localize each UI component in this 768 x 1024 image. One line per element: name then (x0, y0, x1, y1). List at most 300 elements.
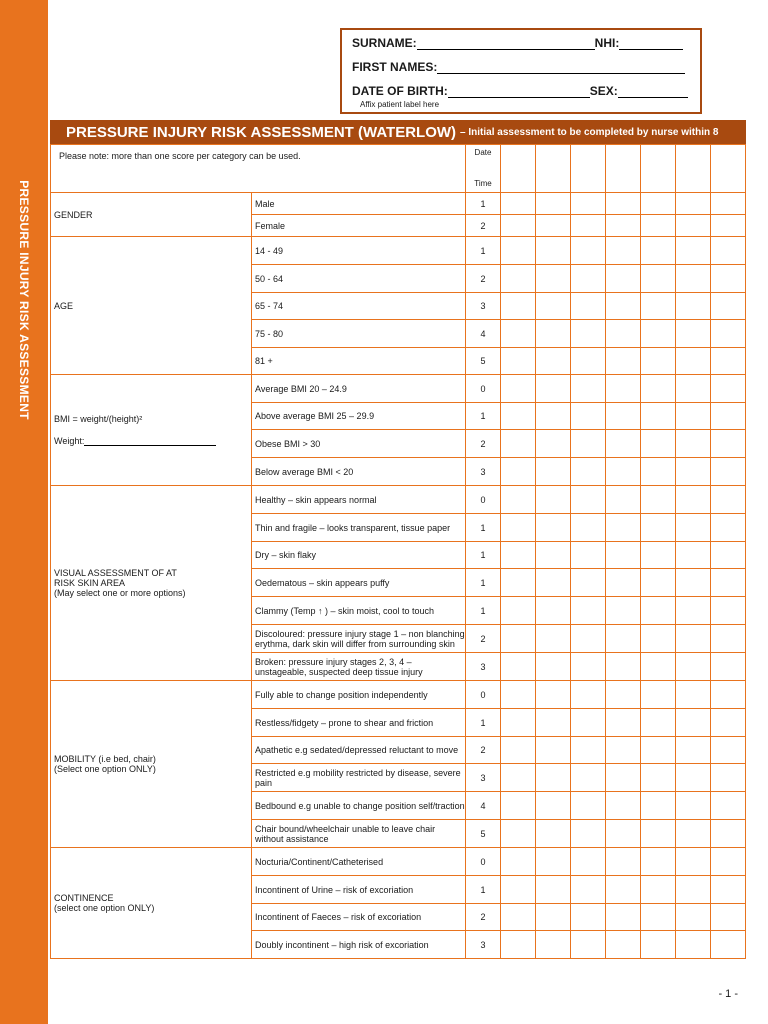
option-score: 0 (466, 848, 501, 876)
score-entry-cell[interactable] (676, 514, 711, 542)
score-entry-cell[interactable] (606, 792, 641, 820)
option-text: Discoloured: pressure injury stage 1 – non blanching erythma, dark skin will differ from surrounding skin (252, 625, 466, 653)
table-row (51, 681, 746, 709)
score-entry-cell[interactable] (536, 514, 571, 542)
score-entry-cell[interactable] (711, 848, 746, 876)
option-text: 50 - 64 (252, 265, 466, 293)
score-entry-cell[interactable] (501, 820, 536, 848)
score-entry-cell[interactable] (711, 737, 746, 764)
score-entry-cell[interactable] (536, 403, 571, 430)
option-score: 1 (466, 237, 501, 265)
table-row (51, 848, 746, 876)
score-entry-cell[interactable] (571, 876, 606, 904)
score-entry-cell[interactable] (711, 653, 746, 681)
sex-label: SEX: (589, 84, 618, 98)
dob-label: DATE OF BIRTH: (352, 84, 448, 98)
option-text: 81 + (252, 348, 466, 375)
score-entry-cell[interactable] (676, 348, 711, 375)
score-entry-cell[interactable] (571, 681, 606, 709)
option-score: 5 (466, 820, 501, 848)
score-entry-cell[interactable] (501, 320, 536, 348)
option-score: 3 (466, 653, 501, 681)
affix-note: Affix patient label here (360, 100, 440, 109)
option-score: 0 (466, 681, 501, 709)
option-score: 2 (466, 430, 501, 458)
category-label: CONTINENCE (54, 893, 114, 903)
score-entry-cell[interactable] (536, 193, 571, 215)
score-entry-cell[interactable] (571, 904, 606, 931)
option-text: Clammy (Temp ↑ ) – skin moist, cool to touch (252, 597, 466, 625)
table-row (51, 193, 746, 215)
score-entry-cell[interactable] (676, 709, 711, 737)
option-text: Above average BMI 25 – 29.9 (252, 403, 466, 430)
score-entry-cell[interactable] (676, 569, 711, 597)
score-entry-cell[interactable] (571, 764, 606, 792)
option-score: 1 (466, 569, 501, 597)
score-entry-cell[interactable] (606, 458, 641, 486)
score-entry-cell[interactable] (501, 348, 536, 375)
score-entry-cell[interactable] (536, 430, 571, 458)
score-entry-cell[interactable] (571, 542, 606, 569)
score-entry-cell[interactable] (501, 215, 536, 237)
score-entry-cell[interactable] (641, 293, 676, 320)
score-entry-cell[interactable] (641, 486, 676, 514)
score-entry-cell[interactable] (641, 569, 676, 597)
patient-label-box (340, 28, 702, 114)
score-entry-cell[interactable] (501, 597, 536, 625)
category-instruction: (May select one or more options) (54, 588, 186, 598)
option-text: Healthy – skin appears normal (252, 486, 466, 514)
score-entry-cell[interactable] (536, 709, 571, 737)
option-score: 3 (466, 764, 501, 792)
option-score: 2 (466, 265, 501, 293)
score-entry-cell[interactable] (606, 145, 641, 193)
option-score: 1 (466, 876, 501, 904)
option-text: Dry – skin flaky (252, 542, 466, 569)
score-entry-cell[interactable] (676, 237, 711, 265)
score-entry-cell[interactable] (676, 848, 711, 876)
option-text: Bedbound e.g unable to change position self/traction (252, 792, 466, 820)
option-score: 3 (466, 458, 501, 486)
score-entry-cell[interactable] (711, 215, 746, 237)
score-entry-cell[interactable] (711, 430, 746, 458)
score-entry-cell[interactable] (641, 876, 676, 904)
option-text: Oedematous – skin appears puffy (252, 569, 466, 597)
note-cell (51, 145, 466, 193)
score-entry-cell[interactable] (641, 458, 676, 486)
option-score: 1 (466, 597, 501, 625)
option-text: Average BMI 20 – 24.9 (252, 375, 466, 403)
surname-label: SURNAME: (352, 36, 417, 50)
score-entry-cell[interactable] (711, 145, 746, 193)
option-text: Doubly incontinent – high risk of excoriation (252, 931, 466, 959)
score-entry-cell[interactable] (641, 709, 676, 737)
score-entry-cell[interactable] (641, 904, 676, 931)
note-text: Please note: more than one score per category can be used. (59, 151, 301, 161)
score-entry-cell[interactable] (501, 848, 536, 876)
score-entry-cell[interactable] (711, 792, 746, 820)
score-entry-cell[interactable] (711, 820, 746, 848)
score-entry-cell[interactable] (676, 876, 711, 904)
score-entry-cell[interactable] (536, 486, 571, 514)
date-time-cell (466, 145, 501, 193)
score-entry-cell[interactable] (536, 348, 571, 375)
score-entry-cell[interactable] (676, 193, 711, 215)
option-score: 2 (466, 215, 501, 237)
title-bar (50, 120, 746, 144)
score-entry-cell[interactable] (501, 486, 536, 514)
time-label: Time (474, 179, 492, 188)
score-entry-cell[interactable] (536, 597, 571, 625)
score-entry-cell[interactable] (571, 597, 606, 625)
score-entry-cell[interactable] (501, 237, 536, 265)
score-entry-cell[interactable] (536, 542, 571, 569)
score-entry-cell[interactable] (641, 820, 676, 848)
score-entry-cell[interactable] (501, 145, 536, 193)
score-entry-cell[interactable] (606, 320, 641, 348)
score-entry-cell[interactable] (641, 320, 676, 348)
score-entry-cell[interactable] (571, 569, 606, 597)
score-entry-cell[interactable] (536, 904, 571, 931)
score-entry-cell[interactable] (711, 681, 746, 709)
score-entry-cell[interactable] (501, 931, 536, 959)
score-entry-cell[interactable] (641, 514, 676, 542)
score-entry-cell[interactable] (571, 625, 606, 653)
score-entry-cell[interactable] (571, 403, 606, 430)
score-entry-cell[interactable] (676, 145, 711, 193)
option-text: Male (252, 193, 466, 215)
score-entry-cell[interactable] (641, 737, 676, 764)
score-entry-cell[interactable] (641, 848, 676, 876)
score-entry-cell[interactable] (501, 430, 536, 458)
score-entry-cell[interactable] (501, 265, 536, 293)
score-entry-cell[interactable] (711, 876, 746, 904)
score-entry-cell[interactable] (571, 931, 606, 959)
category-cell (51, 848, 252, 959)
option-score: 1 (466, 542, 501, 569)
option-text: 65 - 74 (252, 293, 466, 320)
score-entry-cell[interactable] (711, 265, 746, 293)
score-entry-cell[interactable] (676, 430, 711, 458)
header-row (51, 145, 746, 193)
option-score: 0 (466, 486, 501, 514)
score-entry-cell[interactable] (606, 542, 641, 569)
score-entry-cell[interactable] (501, 569, 536, 597)
category-cell (51, 681, 252, 848)
score-entry-cell[interactable] (571, 514, 606, 542)
score-entry-cell[interactable] (711, 320, 746, 348)
sex-field[interactable] (618, 86, 688, 98)
score-entry-cell[interactable] (571, 792, 606, 820)
dob-field[interactable] (448, 86, 590, 98)
score-entry-cell[interactable] (676, 597, 711, 625)
score-entry-cell[interactable] (501, 375, 536, 403)
score-entry-cell[interactable] (641, 542, 676, 569)
option-text: Obese BMI > 30 (252, 430, 466, 458)
score-entry-cell[interactable] (606, 737, 641, 764)
weight-row (54, 436, 251, 446)
score-entry-cell[interactable] (536, 625, 571, 653)
category-cell (51, 237, 252, 375)
score-entry-cell[interactable] (501, 904, 536, 931)
score-entry-cell[interactable] (676, 542, 711, 569)
assessment-table (50, 144, 746, 959)
score-entry-cell[interactable] (571, 375, 606, 403)
score-entry-cell[interactable] (641, 145, 676, 193)
score-entry-cell[interactable] (606, 486, 641, 514)
option-score: 1 (466, 403, 501, 430)
option-text: Nocturia/Continent/Catheterised (252, 848, 466, 876)
table-row (51, 237, 746, 265)
category-label: VISUAL ASSESSMENT OF AT RISK SKIN AREA (54, 568, 177, 588)
score-entry-cell[interactable] (676, 820, 711, 848)
score-entry-cell[interactable] (606, 653, 641, 681)
score-entry-cell[interactable] (501, 792, 536, 820)
option-text: Thin and fragile – looks transparent, tissue paper (252, 514, 466, 542)
score-entry-cell[interactable] (606, 681, 641, 709)
score-entry-cell[interactable] (501, 514, 536, 542)
score-entry-cell[interactable] (606, 265, 641, 293)
score-entry-cell[interactable] (676, 625, 711, 653)
category-cell (51, 193, 252, 237)
score-entry-cell[interactable] (606, 876, 641, 904)
first-names-field[interactable] (437, 62, 685, 74)
option-text: Fully able to change position independently (252, 681, 466, 709)
score-entry-cell[interactable] (641, 597, 676, 625)
score-entry-cell[interactable] (536, 737, 571, 764)
score-entry-cell[interactable] (711, 293, 746, 320)
score-entry-cell[interactable] (536, 320, 571, 348)
score-entry-cell[interactable] (676, 265, 711, 293)
score-entry-cell[interactable] (536, 375, 571, 403)
score-entry-cell[interactable] (501, 293, 536, 320)
score-entry-cell[interactable] (606, 820, 641, 848)
score-entry-cell[interactable] (641, 625, 676, 653)
score-entry-cell[interactable] (536, 820, 571, 848)
score-entry-cell[interactable] (606, 430, 641, 458)
first-names-row (352, 60, 685, 74)
score-entry-cell[interactable] (606, 348, 641, 375)
score-entry-cell[interactable] (571, 265, 606, 293)
option-score: 2 (466, 904, 501, 931)
score-entry-cell[interactable] (606, 848, 641, 876)
score-entry-cell[interactable] (501, 737, 536, 764)
score-entry-cell[interactable] (641, 348, 676, 375)
option-score: 1 (466, 709, 501, 737)
score-entry-cell[interactable] (501, 542, 536, 569)
score-entry-cell[interactable] (606, 403, 641, 430)
score-entry-cell[interactable] (641, 403, 676, 430)
score-entry-cell[interactable] (571, 737, 606, 764)
category-cell (51, 486, 252, 681)
score-entry-cell[interactable] (641, 792, 676, 820)
score-entry-cell[interactable] (501, 764, 536, 792)
score-entry-cell[interactable] (606, 931, 641, 959)
score-entry-cell[interactable] (501, 653, 536, 681)
category-cell (51, 375, 252, 486)
surname-field[interactable] (417, 38, 595, 50)
option-text: Broken: pressure injury stages 2, 3, 4 – unstageable, suspected deep tissue injury (252, 653, 466, 681)
score-entry-cell[interactable] (536, 215, 571, 237)
score-entry-cell[interactable] (711, 403, 746, 430)
score-entry-cell[interactable] (606, 193, 641, 215)
option-text: Female (252, 215, 466, 237)
score-entry-cell[interactable] (711, 193, 746, 215)
score-entry-cell[interactable] (606, 625, 641, 653)
option-score: 4 (466, 792, 501, 820)
score-entry-cell[interactable] (536, 237, 571, 265)
option-score: 3 (466, 931, 501, 959)
score-entry-cell[interactable] (711, 904, 746, 931)
score-entry-cell[interactable] (606, 764, 641, 792)
nhi-label: NHI: (594, 36, 620, 50)
form-subtitle: – Initial assessment to be completed by nurse within 8 (460, 126, 719, 138)
score-entry-cell[interactable] (676, 375, 711, 403)
score-entry-cell[interactable] (711, 764, 746, 792)
category-label: MOBILITY (i.e bed, chair) (54, 754, 156, 764)
category-label: AGE (54, 300, 74, 311)
score-entry-cell[interactable] (676, 792, 711, 820)
score-entry-cell[interactable] (501, 709, 536, 737)
score-entry-cell[interactable] (536, 876, 571, 904)
option-text: Chair bound/wheelchair unable to leave chair without assistance (252, 820, 466, 848)
score-entry-cell[interactable] (711, 625, 746, 653)
option-score: 3 (466, 293, 501, 320)
option-score: 5 (466, 348, 501, 375)
score-entry-cell[interactable] (711, 375, 746, 403)
score-entry-cell[interactable] (641, 681, 676, 709)
score-entry-cell[interactable] (536, 931, 571, 959)
score-entry-cell[interactable] (711, 709, 746, 737)
nhi-field[interactable] (619, 38, 683, 50)
option-score: 1 (466, 514, 501, 542)
score-entry-cell[interactable] (571, 486, 606, 514)
score-entry-cell[interactable] (536, 458, 571, 486)
score-entry-cell[interactable] (501, 876, 536, 904)
score-entry-cell[interactable] (536, 653, 571, 681)
option-text: Incontinent of Faeces – risk of excoriation (252, 904, 466, 931)
score-entry-cell[interactable] (676, 904, 711, 931)
score-entry-cell[interactable] (571, 348, 606, 375)
option-text: Below average BMI < 20 (252, 458, 466, 486)
score-entry-cell[interactable] (536, 145, 571, 193)
score-entry-cell[interactable] (606, 514, 641, 542)
page-number: - 1 - (718, 988, 738, 1000)
score-entry-cell[interactable] (676, 486, 711, 514)
score-entry-cell[interactable] (711, 348, 746, 375)
score-entry-cell[interactable] (571, 320, 606, 348)
score-entry-cell[interactable] (641, 215, 676, 237)
option-score: 2 (466, 737, 501, 764)
score-entry-cell[interactable] (536, 265, 571, 293)
score-entry-cell[interactable] (606, 904, 641, 931)
date-label: Date (474, 148, 492, 157)
score-entry-cell[interactable] (571, 215, 606, 237)
score-entry-cell[interactable] (571, 653, 606, 681)
score-entry-cell[interactable] (676, 737, 711, 764)
score-entry-cell[interactable] (641, 430, 676, 458)
score-entry-cell[interactable] (676, 681, 711, 709)
score-entry-cell[interactable] (676, 653, 711, 681)
form-title: PRESSURE INJURY RISK ASSESSMENT (WATERLOW) (66, 123, 457, 141)
score-entry-cell[interactable] (606, 293, 641, 320)
score-entry-cell[interactable] (711, 569, 746, 597)
score-entry-cell[interactable] (711, 931, 746, 959)
score-entry-cell[interactable] (571, 193, 606, 215)
score-entry-cell[interactable] (641, 265, 676, 293)
option-text: 14 - 49 (252, 237, 466, 265)
option-text: Apathetic e.g sedated/depressed reluctant to move (252, 737, 466, 764)
surname-row (352, 36, 683, 50)
score-entry-cell[interactable] (501, 193, 536, 215)
score-entry-cell[interactable] (536, 569, 571, 597)
score-entry-cell[interactable] (606, 569, 641, 597)
dob-row (352, 84, 688, 98)
score-entry-cell[interactable] (571, 293, 606, 320)
score-entry-cell[interactable] (641, 653, 676, 681)
score-entry-cell[interactable] (501, 403, 536, 430)
score-entry-cell[interactable] (641, 237, 676, 265)
score-entry-cell[interactable] (711, 486, 746, 514)
option-text: 75 - 80 (252, 320, 466, 348)
score-entry-cell[interactable] (571, 145, 606, 193)
score-entry-cell[interactable] (536, 764, 571, 792)
score-entry-cell[interactable] (711, 237, 746, 265)
score-entry-cell[interactable] (676, 403, 711, 430)
category-instruction: (Select one option ONLY) (54, 764, 156, 774)
side-bar (0, 0, 48, 1024)
table-row (51, 486, 746, 514)
score-entry-cell[interactable] (711, 542, 746, 569)
score-entry-cell[interactable] (571, 430, 606, 458)
score-entry-cell[interactable] (571, 820, 606, 848)
score-entry-cell[interactable] (606, 215, 641, 237)
score-entry-cell[interactable] (501, 681, 536, 709)
score-entry-cell[interactable] (676, 215, 711, 237)
score-entry-cell[interactable] (641, 931, 676, 959)
score-entry-cell[interactable] (676, 320, 711, 348)
score-entry-cell[interactable] (571, 709, 606, 737)
score-entry-cell[interactable] (641, 375, 676, 403)
score-entry-cell[interactable] (536, 848, 571, 876)
weight-field[interactable] (84, 436, 216, 446)
option-text: Restricted e.g mobility restricted by disease, severe pain (252, 764, 466, 792)
score-entry-cell[interactable] (571, 237, 606, 265)
score-entry-cell[interactable] (606, 597, 641, 625)
score-entry-cell[interactable] (711, 514, 746, 542)
score-entry-cell[interactable] (711, 597, 746, 625)
score-entry-cell[interactable] (676, 458, 711, 486)
score-entry-cell[interactable] (536, 681, 571, 709)
score-entry-cell[interactable] (711, 458, 746, 486)
score-entry-cell[interactable] (641, 764, 676, 792)
score-entry-cell[interactable] (676, 764, 711, 792)
score-entry-cell[interactable] (571, 458, 606, 486)
score-entry-cell[interactable] (606, 709, 641, 737)
score-entry-cell[interactable] (606, 237, 641, 265)
score-entry-cell[interactable] (676, 931, 711, 959)
option-score: 2 (466, 625, 501, 653)
score-entry-cell[interactable] (501, 458, 536, 486)
score-entry-cell[interactable] (536, 293, 571, 320)
score-entry-cell[interactable] (536, 792, 571, 820)
score-entry-cell[interactable] (641, 193, 676, 215)
score-entry-cell[interactable] (501, 625, 536, 653)
option-score: 4 (466, 320, 501, 348)
score-entry-cell[interactable] (606, 375, 641, 403)
score-entry-cell[interactable] (676, 293, 711, 320)
score-entry-cell[interactable] (571, 848, 606, 876)
